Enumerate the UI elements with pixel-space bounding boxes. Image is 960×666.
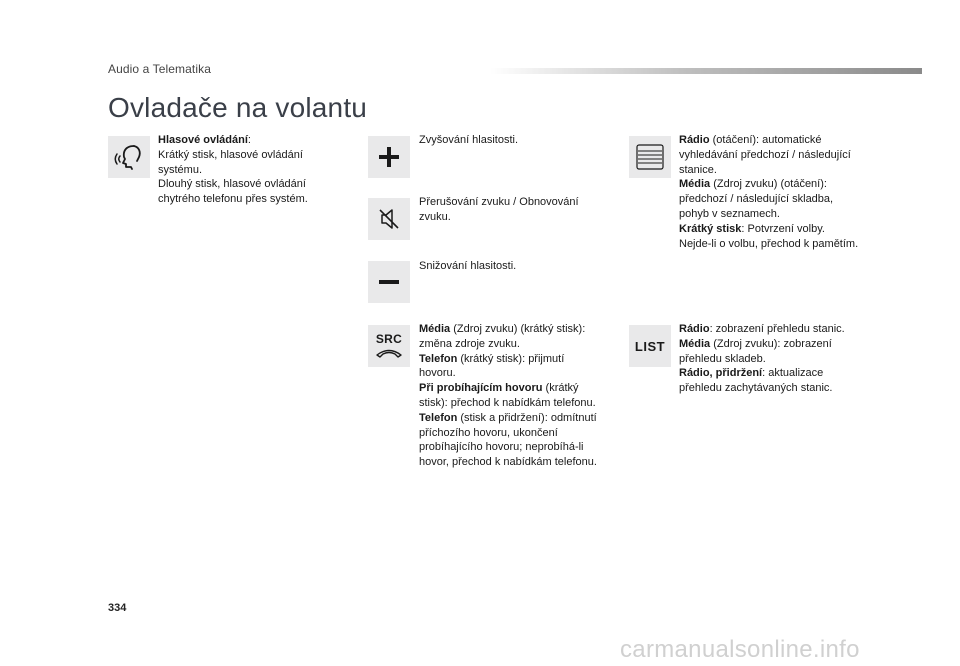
- volume-down-description: Snižování hlasitosti.: [419, 260, 517, 272]
- voice-command-description: Hlasové ovládání: Krátký stisk, hlasové ovládání systému. Dlouhý stisk, hlasové ovládání chytrého telefonu přes systém.: [158, 134, 308, 206]
- section-label: Audio a Telematika: [108, 62, 211, 76]
- thumbwheel-description: Rádio (otáčení): automatické vyhledávání předchozí / následující stanice. Média (Zdroj zvuku) (otáčení): předchozí / následující skladba, pohyb v seznamech. Krátký stisk: Potvrzení volby. Nejde-li o volbu, přechod k pamětím.: [679, 134, 859, 250]
- list-button-label: LIST: [634, 338, 666, 354]
- list-icon: [629, 325, 671, 367]
- src-button-label: SRC: [375, 332, 403, 346]
- source-description: Média (Zdroj zvuku) (krátký stisk): změna zdroje zvuku. Telefon (krátký stisk): přijmutí hovoru. Při probíhajícím hovoru (krátký stisk): přechod k nabídkám telefonu. Telefon (stisk a přidržení): odmítnutí příchozího hovoru, ukončení probíhajícího hovoru; neprobíhá-li hovor, přechod k nabídkám telefonu.: [419, 323, 597, 469]
- voice-command-icon: [108, 136, 150, 178]
- plus-icon: [368, 136, 410, 178]
- minus-icon: [368, 261, 410, 303]
- src-phone-icon: [368, 325, 410, 367]
- mute-icon: [368, 198, 410, 240]
- mute-description: Přerušování zvuku / Obnovování zvuku.: [419, 196, 579, 223]
- header-rule: [490, 68, 922, 74]
- volume-up-description: Zvyšování hlasitosti.: [419, 134, 519, 146]
- list-description: Rádio: zobrazení přehledu stanic. Média (Zdroj zvuku): zobrazení přehledu skladeb. Rádio, přidržení: aktualizace přehledu zachytávaných stanic.: [679, 323, 845, 395]
- thumbwheel-icon: [629, 136, 671, 178]
- watermark: carmanualsonline.info: [620, 636, 860, 663]
- page-title: Ovladače na volantu: [108, 92, 368, 123]
- page-number: 334: [108, 602, 127, 614]
